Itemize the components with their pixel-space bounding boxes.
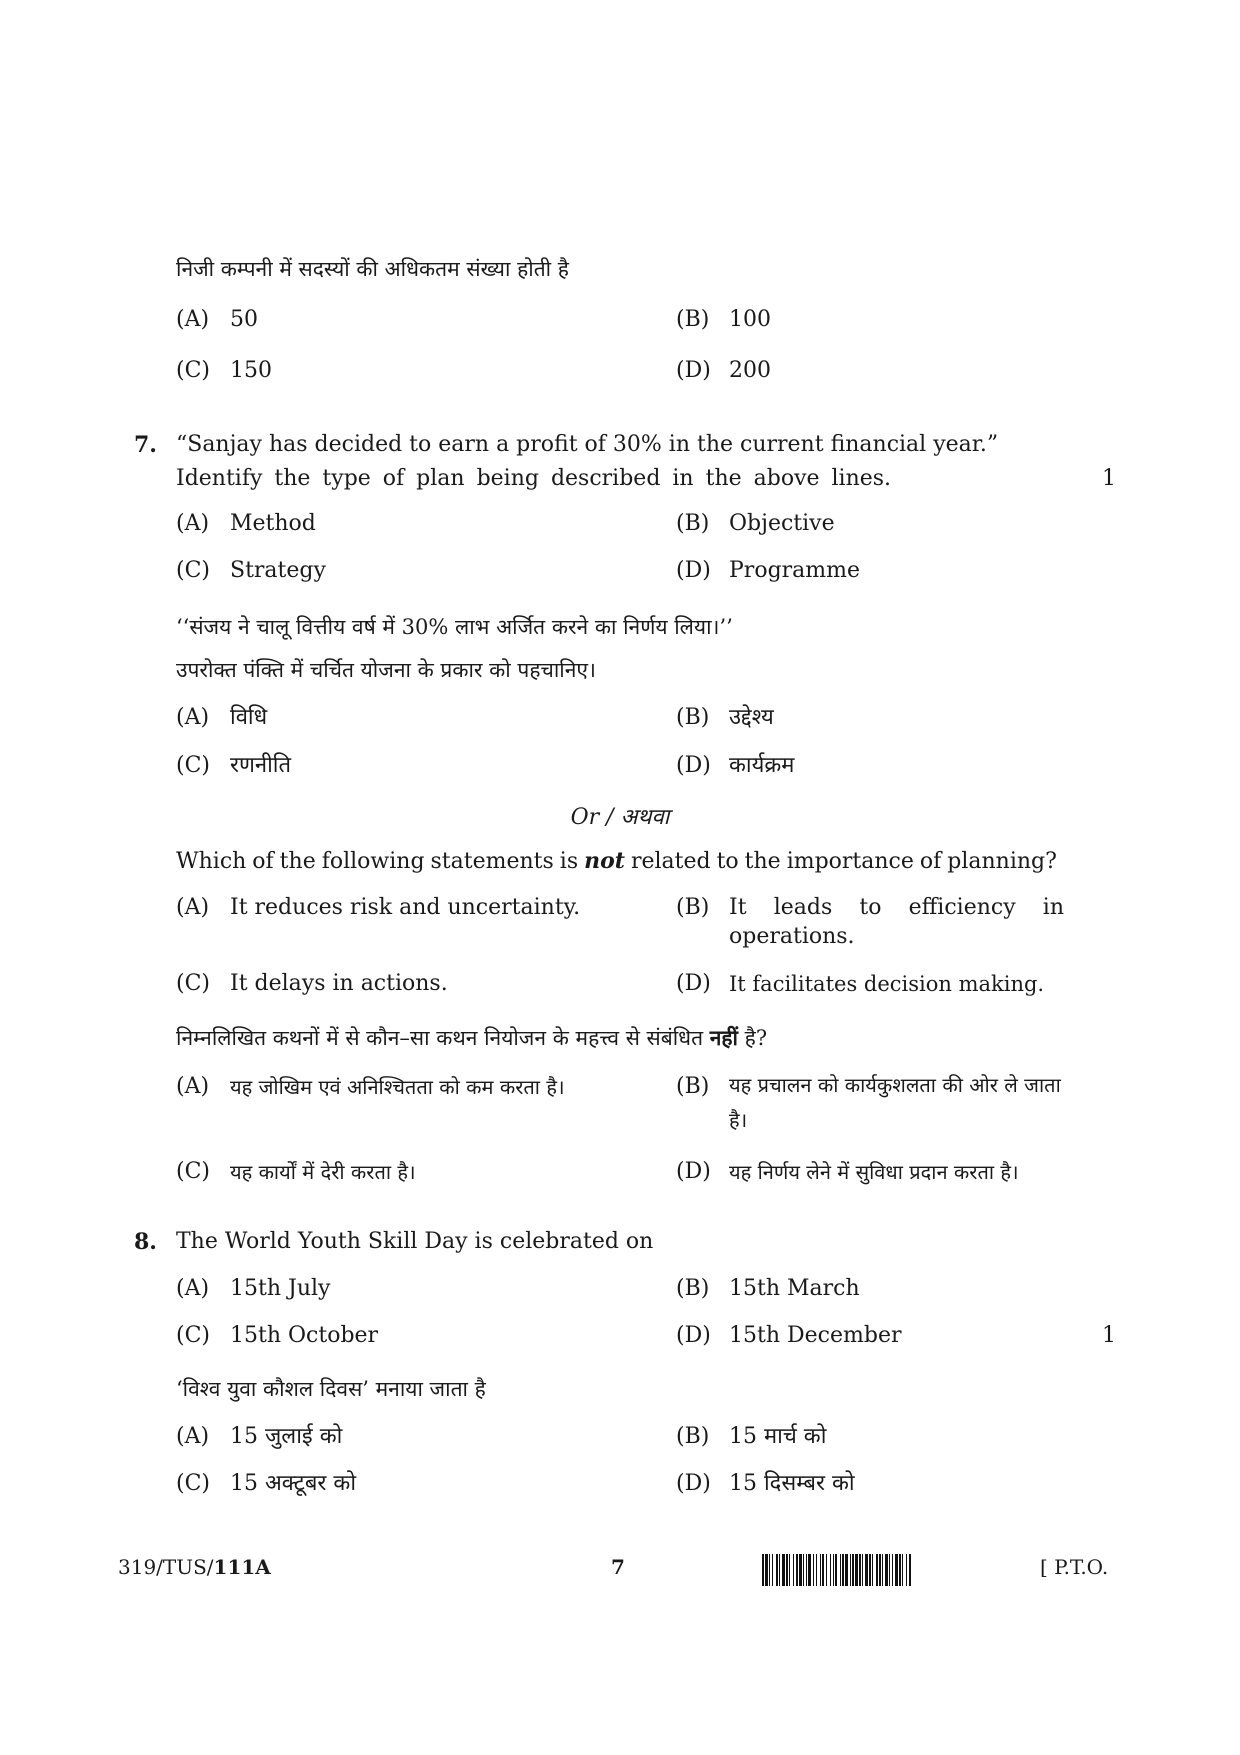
barcode [762,1554,1020,1586]
q8-hindi-option-b-label: (B) [676,1424,710,1449]
q8-option-c-label: (C) [176,1323,210,1348]
q7-hindi-line-1: ‘‘संजय ने चालू वित्तीय वर्ष में 30% लाभ अर्जित करने का निर्णय लिया।’’ [176,615,733,639]
barcode-bar [869,1554,871,1586]
barcode-bar [820,1554,821,1586]
barcode-bar [889,1554,890,1586]
barcode-bar [902,1554,903,1586]
q7-alt-option-b-label: (B) [676,895,710,920]
q7-english-line-1: “Sanjay has decided to earn a profit of 30% in the current financial year.” [176,432,999,457]
question-8-number: 8. [134,1229,157,1255]
barcode-bar [803,1554,804,1586]
barcode-bar [796,1554,798,1586]
q6-option-d-label: (D) [676,358,711,383]
q7-alt-english-text-after: related to the importance of planning? [624,849,1057,874]
paper-code [118,1552,271,1582]
barcode-bar [833,1554,834,1586]
q8-english-question: The World Youth Skill Day is celebrated on [176,1229,654,1254]
q7-alt-option-a-label: (A) [176,895,210,920]
q7-alt-english-question [176,846,1057,877]
q7-alt-english-emphasis: not [584,848,625,874]
q7-alt-hindi-option-d-text: यह निर्णय लेने में सुविधा प्रदान करता है। [729,1160,1019,1184]
barcode-bar [799,1554,802,1586]
q7-hindi-option-a-text: विधि [230,705,268,730]
q8-hindi-option-c-text: 15 अक्टूबर को [230,1471,357,1496]
barcode-bar [782,1554,785,1586]
q7-hindi-option-a-label: (A) [176,705,210,730]
barcode-bar [872,1554,873,1586]
barcode-bar [835,1554,837,1586]
q6-option-c-text: 150 [230,358,272,383]
q8-option-d-label: (D) [676,1323,711,1348]
q7-option-c-text: Strategy [230,558,326,583]
q7-alt-option-c-text: It delays in actions. [230,971,448,996]
q7-alt-hindi-option-b-text: यह प्रचालन को कार्यकुशलता की ओर ले जाता है। [729,1073,1061,1132]
q7-option-a-label: (A) [176,511,210,536]
q7-marks: 1 [1102,466,1116,491]
q6-option-b-text: 100 [729,307,771,332]
page-number: 7 [611,1555,625,1579]
q7-hindi-option-d-label: (D) [676,753,711,778]
or-separator: Or / अथवा [570,805,670,830]
barcode-bar [789,1554,790,1586]
barcode-bar [850,1554,851,1586]
q7-alt-hindi-option-c-label: (C) [176,1159,210,1184]
q7-hindi-option-d-text: कार्यक्रम [729,753,795,778]
q7-option-c-label: (C) [176,558,210,583]
barcode-bar [865,1554,868,1586]
barcode-bar [840,1554,841,1586]
q8-option-b-text: 15th March [729,1276,860,1301]
q6-option-a-label: (A) [176,307,210,332]
q7-option-a-text: Method [230,511,316,536]
q7-alt-hindi-option-c-text: यह कार्यों में देरी करता है। [230,1160,416,1184]
q6-option-b-label: (B) [676,307,710,332]
pto-text: [ P.T.O. [1040,1555,1109,1579]
barcode-bar [765,1554,768,1586]
barcode-bar [808,1554,811,1586]
barcode-bar [859,1554,861,1586]
q8-hindi-option-a-text: 15 जुलाई को [230,1424,343,1449]
barcode-bar [876,1554,878,1586]
barcode-bar [855,1554,858,1586]
barcode-bar [842,1554,844,1586]
q8-hindi-question: ‘विश्व युवा कौशल दिवस’ मनाया जाता है [176,1377,486,1401]
q8-option-d-text: 15th December [729,1323,902,1348]
barcode-bar [786,1554,788,1586]
q8-marks: 1 [1102,1323,1116,1348]
q6-option-a-text: 50 [230,307,258,332]
q7-hindi-option-b-text: उद्देश्य [729,705,774,730]
barcode-bar [885,1554,888,1586]
q7-alt-hindi-option-d-label: (D) [676,1159,711,1184]
q8-option-a-text: 15th July [230,1276,331,1301]
barcode-bar [813,1554,814,1586]
q7-hindi-option-c-label: (C) [176,753,210,778]
barcode-bar [793,1554,794,1586]
q7-alt-hindi-text-after: है? [738,1026,768,1050]
q6-hindi-question: निजी कम्पनी में सदस्यों की अधिकतम संख्या होती है [176,257,569,281]
paper-code-set: 111A [213,1555,271,1579]
q7-hindi-option-c-text: रणनीति [230,753,292,778]
barcode-bar [830,1554,831,1586]
q7-hindi-line-2: उपरोक्त पंक्ति में चर्चित योजना के प्रकार को पहचानिए। [176,658,596,682]
barcode-bar [852,1554,854,1586]
barcode-bar [909,1554,911,1586]
q6-option-c-label: (C) [176,358,210,383]
barcode-bar [895,1554,898,1586]
q8-option-b-label: (B) [676,1276,710,1301]
paper-code-prefix: 319/TUS/ [118,1555,214,1579]
q7-alt-option-c-label: (C) [176,971,210,996]
barcode-bar [845,1554,848,1586]
q7-alt-option-d-text: It facilitates decision making. [729,972,1045,996]
barcode-bar [806,1554,807,1586]
q8-hindi-option-b-text: 15 मार्च को [729,1424,827,1449]
q7-alt-hindi-text-before: निम्नलिखित कथनों में से कौन–सा कथन नियोजन के महत्त्व से संबंधित [176,1026,710,1050]
q7-alt-hindi-question [176,1023,767,1053]
q7-alt-hindi-option-b-label: (B) [676,1074,710,1099]
q7-option-d-text: Programme [729,558,861,583]
q7-alt-option-a-text: It reduces risk and uncertainty. [230,895,581,920]
q8-hindi-option-a-label: (A) [176,1424,210,1449]
q7-alt-option-b-text: It leads to efficiency in operations. [729,895,1064,949]
barcode-bar [762,1554,764,1586]
q8-hindi-option-c-label: (C) [176,1471,210,1496]
q7-option-d-label: (D) [676,558,711,583]
q7-english-line-2: Identify the type of plan being described in the above lines. [176,466,892,491]
q7-option-b-label: (B) [676,511,710,536]
q7-hindi-option-b-label: (B) [676,705,710,730]
question-7-number: 7. [134,432,157,458]
q8-option-c-text: 15th October [230,1323,379,1348]
q8-hindi-option-d-label: (D) [676,1471,711,1496]
q7-alt-hindi-option-a-text: यह जोखिम एवं अनिश्चितता को कम करता है। [230,1075,565,1099]
barcode-bar [769,1554,770,1586]
q8-option-a-label: (A) [176,1276,210,1301]
barcode-bar [899,1554,901,1586]
barcode-bar [779,1554,780,1586]
barcode-bar [826,1554,827,1586]
barcode-bar [822,1554,824,1586]
barcode-bar [882,1554,883,1586]
barcode-bar [776,1554,778,1586]
barcode-bar [892,1554,893,1586]
q7-alt-english-text-before: Which of the following statements is [176,849,585,874]
barcode-bar [862,1554,863,1586]
q7-alt-hindi-option-a-label: (A) [176,1074,210,1099]
q7-option-b-text: Objective [729,511,835,536]
q7-alt-option-d-label: (D) [676,971,711,996]
barcode-bar [816,1554,817,1586]
barcode-bar [906,1554,907,1586]
barcode-bar [879,1554,881,1586]
q8-hindi-option-d-text: 15 दिसम्बर को [729,1471,855,1496]
q7-alt-hindi-emphasis: नहीं [709,1025,738,1050]
q6-option-d-text: 200 [729,358,771,383]
barcode-bar [772,1554,773,1586]
